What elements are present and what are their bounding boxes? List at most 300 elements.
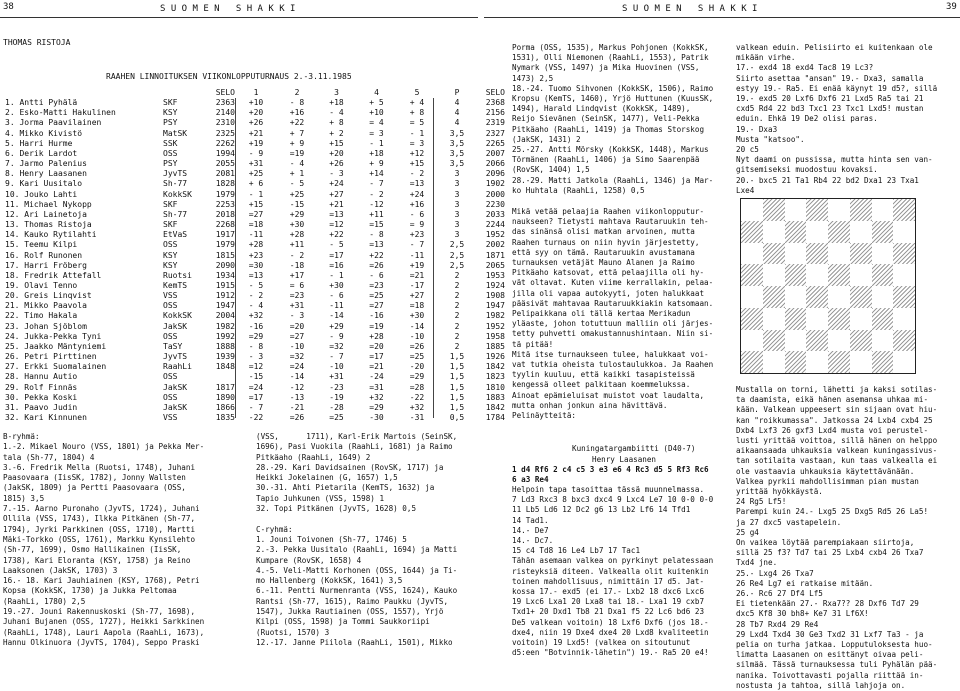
crosstable-cell-r1: - 5 — [248, 280, 264, 290]
crosstable-cell-selo2: 1810 — [485, 382, 505, 392]
crosstable-cell-r4: =15 — [369, 220, 384, 230]
crosstable-cell-r3: =12 — [329, 220, 344, 230]
crosstable-cell-name: 11. Michael Nykopp — [5, 199, 92, 209]
table-row — [5, 179, 505, 189]
board-square — [893, 264, 915, 286]
board-square — [893, 330, 915, 352]
crosstable-cell-r5: - 7 — [409, 240, 425, 250]
crosstable-cell-club: RaahLi — [163, 362, 192, 372]
crosstable-cell-p: 3 — [454, 179, 460, 189]
crosstable-cell-r3: =25 — [329, 413, 344, 422]
table-row — [5, 362, 505, 372]
crosstable-cell-p: 4 — [454, 98, 460, 108]
crosstable-cell-r3: -10 — [329, 362, 344, 372]
crosstable-cell-r1: +23 — [248, 250, 264, 260]
crosstable-cell-r5: = 5 — [409, 118, 425, 128]
board-square — [828, 221, 850, 243]
crosstable-cell-club: SKF — [163, 98, 178, 108]
crosstable-cell-r1: -11 — [248, 230, 264, 240]
board-square — [828, 308, 850, 330]
crosstable-cell-name: 21. Mikko Paavola — [5, 301, 87, 311]
board-square — [785, 308, 807, 330]
crosstable-cell-name: 22. Timo Hakala — [5, 311, 78, 321]
crosstable-cell-r4: +14 — [369, 169, 384, 179]
crosstable-cell-r4: =21 — [369, 362, 384, 372]
board-square — [741, 221, 763, 243]
board-square — [763, 221, 785, 243]
table-row — [5, 159, 505, 169]
crosstable-cell-name: 24. Jukka-Pekka Tyni — [5, 331, 102, 341]
crosstable-cell-club: OSS — [163, 301, 178, 311]
crosstable-cell-r5: + 8 — [409, 108, 425, 118]
crosstable-cell-p: 2 — [454, 331, 460, 341]
crosstable-cell-r2: =24 — [289, 362, 305, 372]
crosstable-cell-r4: =17 — [369, 352, 384, 362]
table-row — [5, 393, 505, 403]
crosstable-cell-p: 0,5 — [449, 413, 465, 422]
crosstable-cell-r2: = 6 — [289, 280, 305, 290]
results-continued: Porma (OSS, 1535), Markus Pohjonen (KokkSK, 1531), Olli Niemonen (RaahLi, 1553), Patrik Nymark (VSS, 1497) ja Mika Huovinen (VSS, 1473) 2,5 18.-24. Tuomo Sihvonen (KokkSK, 1506), Raimo Kropsu (KemTS, 1460), Yrjö Huttunen (KuusSK, 1494), Harald Lindqvist (KokkSK, 1489), Reijo Sievänen (SeinSK, 1477), Veli-Pekka Pitkäaho (RaahLi, 1419) ja Thomas Storskog (JakSK, 1431) 2 25.-27. Antti Mörsky (KokkSK, 1448), Markus Törmänen (RaahLi, 1406) ja Simo Saarenpää (RovSK, 1404) 1,5 28.-29. Matti Jatkola (RaahLi, 1346) ja Mar- ko Huhtala (RaahLi, 1258) 0,5 — [512, 43, 714, 195]
table-row — [5, 251, 505, 261]
crosstable-cell-selo2: 1952 — [485, 321, 505, 331]
crosstable-cell-club: KokkSK — [163, 311, 192, 321]
crosstable-cell-r5: +24 — [409, 189, 425, 199]
crosstable-cell-selo1: 1890 — [215, 392, 235, 402]
crosstable-cell-name: 20. Greis Linqvist — [5, 291, 92, 301]
crosstable-cell-r5: =21 — [409, 270, 425, 280]
crosstable-cell-r2: +29 — [289, 209, 305, 219]
board-square — [763, 286, 785, 308]
crosstable-cell-r4: - 6 — [369, 270, 384, 280]
crosstable-cell-p: 2 — [454, 280, 460, 290]
crosstable-cell-p: 2 — [454, 301, 460, 311]
crosstable-cell-r4: -30 — [369, 413, 384, 422]
crosstable-cell-club: JakSK — [163, 402, 188, 412]
crosstable-cell-r2: =23 — [289, 291, 305, 301]
crosstable-cell-name: 30. Pekka Koski — [5, 392, 78, 402]
crosstable-cell-selo1: 1815 — [215, 250, 235, 260]
crosstable-cell-selo2: 1958 — [485, 331, 505, 341]
board-square — [850, 264, 872, 286]
crosstable-cell-r4: =26 — [369, 260, 384, 270]
crosstable-cell-r3: +20 — [329, 148, 344, 158]
crosstable-cell-r3: - 7 — [329, 352, 344, 362]
game-white-player: Henry Laasanen — [592, 455, 657, 464]
crosstable-cell-r3: + 8 — [329, 118, 344, 128]
crosstable-cell-r4: +28 — [369, 331, 384, 341]
crosstable-cell-r2: -10 — [289, 341, 305, 351]
board-square — [893, 199, 915, 221]
table-row — [5, 139, 505, 149]
crosstable-cell-r2: - 5 — [289, 179, 305, 189]
crosstable-cell-r4: +22 — [369, 250, 384, 260]
crosstable-cell-r3: +31 — [329, 372, 344, 382]
board-square — [785, 264, 807, 286]
crosstable-cell-selo2: 1842 — [485, 402, 505, 412]
board-square — [806, 351, 828, 373]
crosstable-cell-r4: +18 — [369, 148, 384, 158]
crosstable-cell-r2: + 7 — [289, 128, 305, 138]
board-square — [828, 286, 850, 308]
board-square — [806, 264, 828, 286]
crosstable-cell-name: 3. Jorma Paavilainen — [5, 118, 102, 128]
crosstable-cell-selo2: 1926 — [485, 352, 505, 362]
crosstable-cell-selo2: 2065 — [485, 260, 505, 270]
crosstable-cell-club: PSY — [163, 118, 178, 128]
board-square — [872, 264, 894, 286]
table-row — [5, 220, 505, 230]
header-rule-left — [0, 17, 478, 18]
crosstable-divider-1 — [235, 98, 236, 418]
crosstable-cell-selo1: 1888 — [215, 341, 235, 351]
crosstable-cell-r1: +31 — [248, 159, 264, 169]
crosstable-cell-r5: +32 — [409, 402, 425, 412]
crosstable-cell-name: 26. Petri Pirttinen — [5, 352, 97, 362]
board-square — [893, 351, 915, 373]
board-square — [806, 199, 828, 221]
crosstable-cell-p: 3,5 — [449, 138, 465, 148]
crosstable-header-selo2: SELO — [485, 88, 505, 97]
crosstable-cell-r5: =26 — [409, 341, 425, 351]
crosstable-cell-r5: =29 — [409, 372, 425, 382]
crosstable-cell-name: 18. Fredrik Attefall — [5, 270, 102, 280]
crosstable-cell-club: JakSK — [163, 321, 188, 331]
crosstable-cell-selo2: 2007 — [485, 148, 505, 158]
board-square — [806, 308, 828, 330]
crosstable-cell-p: 3 — [454, 199, 460, 209]
crosstable-cell-r3: - 3 — [329, 169, 344, 179]
board-square — [806, 286, 828, 308]
board-square — [850, 308, 872, 330]
crosstable-cell-r3: - 9 — [329, 331, 344, 341]
crosstable-cell-selo2: 2244 — [485, 220, 505, 230]
table-row — [5, 301, 505, 311]
crosstable-cell-r5: - 2 — [409, 169, 425, 179]
crosstable-cell-selo1: 2262 — [215, 138, 235, 148]
crosstable-cell-r2: - 3 — [289, 311, 305, 321]
crosstable-cell-name: 13. Thomas Ristoja — [5, 220, 92, 230]
crosstable-cell-name: 2. Esko-Matti Hakulinen — [5, 108, 116, 118]
crosstable-cell-selo1: 2004 — [215, 311, 235, 321]
crosstable-cell-club: KSY — [163, 250, 178, 260]
crosstable-cell-r3: +15 — [329, 138, 344, 148]
crosstable-cell-name: 25. Jaakko Mäntyniemi — [5, 341, 107, 351]
crosstable-cell-club: PSY — [163, 159, 178, 169]
crosstable-cell-r4: - 7 — [369, 179, 384, 189]
crosstable-cell-r1: - 9 — [248, 148, 264, 158]
table-row — [5, 240, 505, 250]
crosstable-cell-selo2: 1947 — [485, 301, 505, 311]
crosstable-cell-r1: - 1 — [248, 189, 264, 199]
crosstable-cell-name: 27. Erkki Suomalainen — [5, 362, 107, 372]
board-square — [785, 221, 807, 243]
crosstable-cell-r2: +22 — [289, 118, 305, 128]
game-commentary: Mustalla on torni, lähetti ja kaksi sotilas- ta daamista, eikä hänen asemansa uhkaa mi- kään. Valkean uppeesert sin sijaan ovat hiu- kan "roikkumassa". Jatkossa 24 Lxb4 cxb4 25 Dxb4 Lxf3 26 gxf3 Lxd4 musta voi perustel- lusti yrittää voittoa, sillä hänen on helppo aikaansaada uhkauksia valkean kuningassivus- tan sotilaita vastaan, kun taas valkealla ei ole vastaavia uhkauksia käytettävänään. Valkea pyrkii mahdollisimman pian mustan yrittää hyökkäystä. 24 Rg5 Lf5! Parempi kuin 24.- Lxg5 25 Dxg5 Rd5 26 La5! ja 27 dxc5 vastapelein. 25 g4 On vaikea löytää parempiakaan siirtoja, sillä 25 f3? Td7 tai 25 Lxb4 cxb4 26 Txa7 Txd4 jne. 25.- Lxg4 26 Txa7 26 Re4 Lg7 ei ratkaise mitään. 26.- Rc6 27 Df4 Lf5 Ei tietenkään 27.- Rxa7?? 28 Dxf6 Td7 29 dxc5 Kf8 30 bh8+ Ke7 31 Lf6X! 28 Tb7 Rxd4 29 Re4 29 Lxd4 Txd4 30 Ge3 Txd2 31 Lxf7 Ta3 - ja pelia on turha jatkaa. Lopputuloksesta huo- limatta Laasanen on esittänyt oivaa peli- silmää. Tässä turnauksessa tuli Pyhälän pää- nanika. Toivottavasti pojalla riittää in- nostusta ja tahtoa, sillä lahjoja on. — [736, 385, 938, 690]
crosstable-cell-selo2: 2368 — [485, 98, 505, 108]
crosstable-cell-name: 6. Derik Lardot — [5, 148, 78, 158]
crosstable-cell-club: OSS — [163, 372, 178, 382]
crosstable-cell-r3: - 1 — [329, 270, 344, 280]
page-number-left: 38 — [3, 2, 14, 12]
crosstable-cell-r5: +12 — [409, 148, 425, 158]
crosstable-cell-club: Sh-77 — [163, 209, 188, 219]
crosstable-cell-p: 3,5 — [449, 148, 465, 158]
crosstable-cell-p: 4 — [454, 108, 460, 118]
crosstable-cell-r5: =25 — [409, 352, 425, 362]
crosstable-divider-2 — [433, 98, 434, 418]
crosstable-cell-selo2: 1952 — [485, 230, 505, 240]
crosstable-cell-r5: -17 — [409, 280, 425, 290]
crosstable-cell-r5: +15 — [409, 159, 425, 169]
crosstable-cell-selo1: 1817 — [215, 382, 235, 392]
crosstable-cell-selo2: 1902 — [485, 179, 505, 189]
crosstable-cell-selo1: 2081 — [215, 169, 235, 179]
crosstable-cell-r2: -21 — [289, 402, 305, 412]
crosstable-cell-selo2: 2066 — [485, 159, 505, 169]
crosstable-cell-r4: =25 — [369, 291, 384, 301]
board-square — [850, 221, 872, 243]
board-square — [763, 243, 785, 265]
table-row — [5, 332, 505, 342]
crosstable-cell-club: Sh-77 — [163, 179, 188, 189]
board-square — [872, 199, 894, 221]
crosstable-title: RAAHEN LINNOITUKSEN VIIKONLOPPUTURNAUS 2.-3.11.1985 — [106, 72, 352, 81]
crosstable-cell-selo1: 1992 — [215, 331, 235, 341]
board-square — [828, 330, 850, 352]
crosstable-cell-r3: +18 — [329, 98, 344, 108]
crosstable-cell-r3: -14 — [329, 311, 344, 321]
crosstable-cell-name: 28. Hannu Autio — [5, 372, 78, 382]
crosstable-cell-selo1: 2310 — [215, 118, 235, 128]
crosstable-cell-r1: +20 — [248, 108, 264, 118]
crosstable-cell-r3: -19 — [329, 392, 344, 402]
crosstable-cell-selo1: 2268 — [215, 220, 235, 230]
crosstable-cell-r2: +17 — [289, 270, 305, 280]
crosstable-cell-name: 29. Rolf Finnäs — [5, 382, 78, 392]
crosstable-cell-selo2: 1823 — [485, 372, 505, 382]
crosstable-cell-club: TaSY — [163, 341, 183, 351]
crosstable-cell-club: SSK — [163, 138, 178, 148]
crosstable-cell-selo1: 1979 — [215, 189, 235, 199]
board-square — [741, 286, 763, 308]
board-square — [850, 351, 872, 373]
crosstable-cell-r4: - 1 — [369, 138, 384, 148]
crosstable-cell-name: 1. Antti Pyhälä — [5, 98, 78, 108]
crosstable-cell-club: KSY — [163, 108, 178, 118]
board-square — [806, 330, 828, 352]
crosstable-cell-r1: +28 — [248, 240, 264, 250]
crosstable-cell-selo1: 2055 — [215, 159, 235, 169]
crosstable-cell-selo2: 2156 — [485, 108, 505, 118]
crosstable-cell-r5: +16 — [409, 199, 425, 209]
table-row — [5, 261, 505, 271]
crosstable-cell-r4: -12 — [369, 199, 384, 209]
crosstable-cell-r3: =13 — [329, 209, 344, 219]
crosstable-cell-name: 8. Henry Laasanen — [5, 169, 87, 179]
board-square — [850, 199, 872, 221]
article-body: Mikä vetää pelaajia Raahen viikonlopputur- naukseen? Tietysti mahtava Rautaruukin teh- das sinänsä olisi matkan arvoinen, mutta Raahen turnaus on niin hyvin järjestetty, että syy on tämä. Rautaruukin avustamana turnauksen vetäjät Mauno Alanen ja Raimo Pitkäaho katsovat, että pelaajilla oli hy- vät oltavat. Kuten viime kerrallakin, pelaa- jilla oli vapaa autokyyti, joten halukkaat pääsivät mahtavaa Rautaruukkiakin katsomaan. Pelipaikkana oli tällä kertaa Merikadun yläaste, johon totuttuun malliin oli järjes- tetty puhvetti omakustannushintaan. Niin si- tä pitää! Mitä itse turnaukseen tulee, halukkaat voi- vat tutkia oheista tulostaulukkoa. Ja Raahen tyylin kuuluu, että kaikki tasapisteissä kengessä olleet palkitaan koemmelukssa. Ainoat epämieluisat muistot voat laudalta, mutta onhan jonkun aina hävittävä. Pelinäytteitä: — [512, 207, 714, 421]
crosstable-cell-selo1: 2363 — [215, 98, 235, 108]
crosstable-cell-p: 4 — [454, 118, 460, 128]
board-square — [893, 221, 915, 243]
crosstable-cell-r5: -11 — [409, 250, 425, 260]
crosstable-cell-name: 15. Teemu Kilpi — [5, 240, 78, 250]
crosstable-cell-selo2: 1885 — [485, 341, 505, 351]
crosstable-cell-selo2: 2230 — [485, 199, 505, 209]
crosstable-cell-r2: +11 — [289, 240, 305, 250]
board-square — [828, 264, 850, 286]
board-square — [893, 286, 915, 308]
running-head-left: S U O M E N S H A K K I — [160, 4, 296, 14]
crosstable-cell-p: 2 — [454, 270, 460, 280]
crosstable-cell-r2: - 4 — [289, 159, 305, 169]
table-row — [5, 322, 505, 332]
crosstable-cell-r2: - 2 — [289, 250, 305, 260]
crosstable-cell-r1: +10 — [248, 98, 264, 108]
crosstable-cell-p: 2 — [454, 311, 460, 321]
game-title: Kuningatargambiitti (D40-7) — [572, 444, 696, 453]
crosstable-cell-name: 32. Kari Kinnunen — [5, 413, 87, 422]
crosstable-cell-r4: -16 — [369, 311, 384, 321]
crosstable-cell-r3: -11 — [329, 301, 344, 311]
board-square — [785, 330, 807, 352]
header-rule-right — [484, 17, 960, 18]
crosstable-cell-r2: =27 — [289, 331, 305, 341]
crosstable-cell-r1: +15 — [248, 199, 264, 209]
crosstable-cell-p: 3 — [454, 209, 460, 219]
crosstable-cell-r4: + 5 — [369, 98, 384, 108]
running-head-right: S U O M E N S H A K K I — [622, 4, 758, 14]
table-row — [5, 291, 505, 301]
board-square — [850, 243, 872, 265]
board-square — [806, 243, 828, 265]
crosstable-cell-r1: +21 — [248, 128, 264, 138]
crosstable-cell-club: EtVaS — [163, 230, 188, 240]
crosstable-cell-p: 2,5 — [449, 240, 465, 250]
crosstable-cell-r2: -18 — [289, 260, 305, 270]
crosstable-cell-name: 19. Olavi Tenno — [5, 280, 78, 290]
crosstable-cell-r5: - 6 — [409, 209, 425, 219]
crosstable-cell-r3: - 6 — [329, 291, 344, 301]
board-square — [763, 330, 785, 352]
crosstable-cell-club: OSS — [163, 148, 178, 158]
crosstable-cell-r4: -24 — [369, 372, 384, 382]
crosstable-header-r4: 4 — [374, 88, 379, 97]
crosstable-header-r1: 1 — [253, 88, 259, 97]
crosstable-cell-r2: =19 — [289, 148, 305, 158]
game-opening-moves: 1 d4 Rf6 2 c4 c5 3 e3 e6 4 Rc3 d5 5 Rf3 Rc6 6 a3 Re4 — [512, 465, 709, 485]
crosstable-cell-r1: - 7 — [248, 402, 264, 412]
crosstable-cell-selo1: 2018 — [215, 209, 235, 219]
crosstable-cell-r4: =20 — [369, 341, 384, 351]
game-continuation: valkean eduin. Pelisiirto ei kuitenkaan ole mikään virhe. 17.- exd4 18 exd4 Tac8 19 Lc3? Siirto asettaa "ansan" 19.- Dxa3, samalla estyy 19.- Ra5. Ei enää käynyt 19 d5?, sillä 19.- exd5 20 Lxf6 Dxf6 21 Lxd5 Ra5 tai 21 cxd5 Rd4 22 bd3 Txc1 23 Txc1 Lxd5! mustan eduin. Ehkä 19 De2 olisi paras. 19.- Dxa3 Musta "katsoo". 20 c5 Nyt daami on pussissa, mutta hinta sen van- gitsemiseksi muodostuu kovaksi. 20.- bxc5 21 Ta1 Rb4 22 bd2 Dxa1 23 Txa1 Lxe4 — [736, 43, 938, 195]
crosstable-cell-club: JyvTS — [163, 352, 188, 362]
board-square — [828, 243, 850, 265]
crosstable-cell-p: 2 — [454, 291, 460, 301]
crosstable-cell-r5: -31 — [409, 413, 425, 422]
crosstable-cell-p: 3 — [454, 230, 460, 240]
crosstable-cell-p: 3,5 — [449, 159, 465, 169]
crosstable-cell-r5: +30 — [409, 311, 425, 321]
crosstable-header-r2: 2 — [294, 88, 300, 97]
crosstable-cell-r5: =18 — [409, 301, 425, 311]
crosstable-cell-name: 17. Harri Fröberg — [5, 260, 87, 270]
crosstable-cell-selo2: 1842 — [485, 362, 505, 372]
crosstable-cell-r3: - 4 — [329, 108, 344, 118]
crosstable-cell-selo2: 2002 — [485, 240, 505, 250]
crosstable-cell-r2: -15 — [289, 199, 305, 209]
crosstable-cell-r1: -22 — [248, 413, 264, 422]
board-square — [785, 243, 807, 265]
table-row — [5, 413, 505, 423]
crosstable-cell-selo1: 1828 — [215, 179, 235, 189]
crosstable-cell-selo1: 1934 — [215, 270, 235, 280]
crosstable-cell-club: VSS — [163, 413, 178, 422]
crosstable-cell-r4: +32 — [369, 392, 384, 402]
board-square — [763, 264, 785, 286]
crosstable-cell-selo2: 1784 — [485, 413, 505, 422]
crosstable-cell-selo1: 1994 — [215, 148, 235, 158]
crosstable-header-r5: 5 — [414, 88, 420, 97]
crosstable-cell-club: OSS — [163, 392, 178, 402]
crosstable-cell-r1: =18 — [248, 220, 264, 230]
crosstable-cell-r3: - 5 — [329, 240, 344, 250]
board-square — [806, 221, 828, 243]
board-square — [741, 330, 763, 352]
crosstable-cell-r3: +26 — [329, 159, 344, 169]
crosstable-cell-r3: +27 — [329, 189, 344, 199]
board-square — [741, 308, 763, 330]
crosstable-cell-p: 2 — [454, 341, 460, 351]
crosstable-cell-p: 3 — [454, 189, 460, 199]
crosstable-cell-selo1: 1866 — [215, 402, 235, 412]
crosstable-cell-selo1 — [207, 372, 235, 382]
crosstable-cell-club: KokkSK — [163, 189, 192, 199]
crosstable-cell-r5: + 4 — [409, 98, 425, 108]
crosstable-cell-r2: -13 — [289, 392, 305, 402]
crosstable-cell-selo2: 2000 — [485, 189, 505, 199]
crosstable-cell-r4: + 9 — [369, 159, 384, 169]
page-number-right: 39 — [946, 2, 957, 12]
crosstable-cell-selo2: 1982 — [485, 311, 505, 321]
crosstable-cell-r1: =12 — [248, 362, 264, 372]
crosstable-cell-r2: - 8 — [289, 98, 305, 108]
crosstable-cell-r3: +29 — [329, 321, 344, 331]
crosstable-cell-r3: + 2 — [329, 128, 344, 138]
board-square — [828, 351, 850, 373]
crosstable-cell-selo2: 1908 — [485, 291, 505, 301]
crosstable-cell-r2: + 1 — [289, 169, 305, 179]
crosstable-cell-r1: =24 — [248, 382, 264, 392]
board-square — [893, 243, 915, 265]
crosstable-cell-r2: + 9 — [289, 138, 305, 148]
author: THOMAS RISTOJA — [3, 38, 71, 47]
board-square — [872, 243, 894, 265]
crosstable-cell-p: 1,5 — [449, 352, 465, 362]
crosstable-cell-r1: +25 — [248, 169, 264, 179]
crosstable-cell-r3: =16 — [329, 260, 344, 270]
crosstable-cell-r5: -14 — [409, 321, 425, 331]
crosstable-cell-selo1: 1835 — [215, 413, 235, 422]
crosstable-cell-r1: + 6 — [248, 179, 264, 189]
crosstable-cell-club: JakSK — [163, 382, 188, 392]
crosstable-cell-club: KSY — [163, 260, 178, 270]
crosstable-cell-r4: +11 — [369, 209, 384, 219]
crosstable-cell-r4: - 8 — [369, 230, 384, 240]
board-square — [872, 308, 894, 330]
crosstable-cell-r4: = 3 — [369, 128, 384, 138]
crosstable-cell-r1: =17 — [248, 392, 264, 402]
